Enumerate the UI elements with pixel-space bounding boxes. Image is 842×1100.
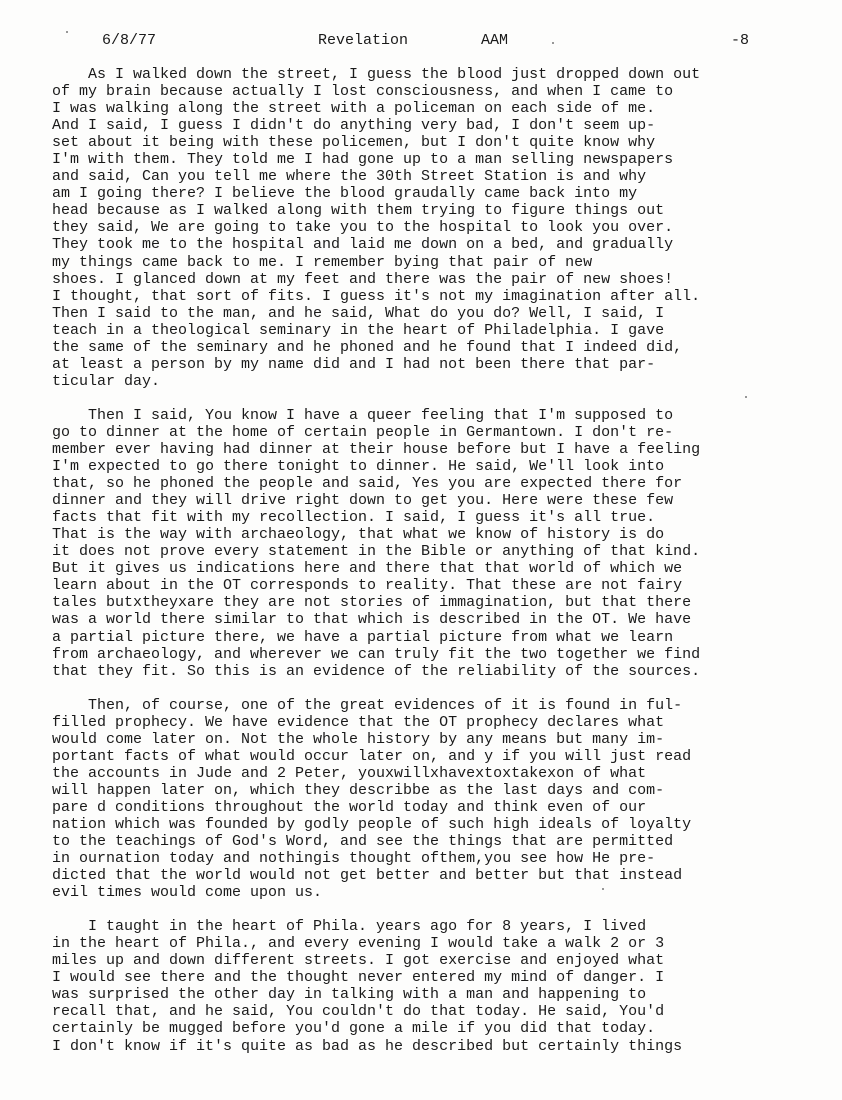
- text-line: to the teachings of God's Word, and see the things that are permitted: [52, 833, 674, 851]
- header-date: 6/8/77: [102, 32, 157, 49]
- text-line: would come later on. Not the whole history by any means but many im-: [52, 730, 665, 748]
- text-line: head because as I walked along with them trying to figure things out: [52, 202, 665, 220]
- paragraph: [52, 407, 800, 680]
- text-line: recall that, and he said, You couldn't do that today. He said, You'd: [52, 1003, 665, 1021]
- text-line: I'm with them. They told me I had gone up to a man selling newspapers: [52, 151, 674, 169]
- text-line: ticular day.: [52, 372, 161, 390]
- text-line: a partial picture there, we have a partial picture from what we learn: [52, 628, 674, 646]
- text-line: the same of the seminary and he phoned and he found that I indeed did,: [52, 338, 683, 356]
- text-line: in the heart of Phila., and every evening I would take a walk 2 or 3: [52, 935, 665, 953]
- text-line: shoes. I glanced down at my feet and there was the pair of new shoes!: [52, 270, 674, 288]
- text-line: facts that fit with my recollection. I said, I guess it's all true.: [52, 509, 656, 527]
- text-line: my things came back to me. I remember bying that pair of new: [52, 253, 593, 271]
- header-page-number: -8: [731, 32, 750, 49]
- document-body: [52, 66, 800, 1055]
- text-line: tales butxtheyxare they are not stories of immagination, but that there: [52, 594, 692, 612]
- text-line: That is the way with archaeology, that what we know of history is do: [52, 526, 665, 544]
- text-line: I thought, that sort of fits. I guess it's not my imagination after all.: [52, 287, 701, 305]
- paragraph: [52, 918, 800, 1054]
- text-line: They took me to the hospital and laid me down on a bed, and gradually: [52, 236, 674, 254]
- paragraph: [52, 66, 800, 390]
- text-line: Then I said, You know I have a queer feeling that I'm supposed to: [52, 406, 674, 424]
- text-line: learn about in the OT corresponds to reality. That these are not fairy: [52, 577, 683, 595]
- page-header: [0, 32, 842, 52]
- text-line: the accounts in Jude and 2 Peter, youxwillxhavextoxtakexon of what: [52, 764, 647, 782]
- text-line: And I said, I guess I didn't do anything very bad, I don't seem up-: [52, 117, 656, 135]
- text-line: As I walked down the street, I guess the blood just dropped down out: [52, 66, 701, 83]
- text-line: I taught in the heart of Phila. years ago for 8 years, I lived: [52, 918, 647, 936]
- text-line: pare d conditions throughout the world today and think even of our: [52, 798, 647, 816]
- text-line: will happen later on, which they describbe as the last days and com-: [52, 781, 665, 799]
- text-line: that, so he phoned the people and said, Yes you are expected there for: [52, 475, 683, 493]
- text-line: at least a person by my name did and I had not been there that par-: [52, 355, 656, 373]
- text-line: am I going there? I believe the blood graudally came back into my: [52, 185, 638, 203]
- text-line: and said, Can you tell me where the 30th Street Station is and why: [52, 168, 647, 186]
- scan-speck: [745, 396, 747, 398]
- text-line: in ournation today and nothingis thought ofthem,you see how He pre-: [52, 850, 656, 868]
- header-code: AAM: [481, 32, 509, 49]
- text-line: it does not prove every statement in the Bible or anything of that kind.: [52, 543, 701, 561]
- scan-speck: [602, 888, 604, 890]
- text-line: filled prophecy. We have evidence that the OT prophecy declares what: [52, 713, 665, 731]
- text-line: was a world there similar to that which is described in the OT. We have: [52, 611, 692, 629]
- text-line: certainly be mugged before you'd gone a mile if you did that today.: [52, 1020, 656, 1038]
- text-line: Then I said to the man, and he said, What do you do? Well, I said, I: [52, 304, 665, 322]
- text-line: of my brain because actually I lost consciousness, and when I came to: [52, 83, 674, 101]
- text-line: they said, We are going to take you to the hospital to look you over.: [52, 219, 674, 237]
- text-line: from archaeology, and wherever we can truly fit the two together we find: [52, 645, 701, 663]
- scan-speck: [552, 42, 554, 44]
- text-line: I was walking along the street with a policeman on each side of me.: [52, 100, 656, 118]
- text-line: that they fit. So this is an evidence of the reliability of the sources.: [52, 662, 701, 680]
- text-line: I don't know if it's quite as bad as he described but certainly things: [52, 1037, 683, 1055]
- text-line: member ever having had dinner at their house before but I have a feeling: [52, 440, 701, 458]
- text-line: portant facts of what would occur later on, and y if you will just read: [52, 747, 692, 765]
- header-title: Revelation: [318, 32, 409, 49]
- text-line: miles up and down different streets. I got exercise and enjoyed what: [52, 952, 665, 970]
- text-line: evil times would come upon us.: [52, 884, 323, 902]
- text-line: was surprised the other day in talking with a man and happening to: [52, 986, 647, 1004]
- text-line: teach in a theological seminary in the heart of Philadelphia. I gave: [52, 321, 665, 339]
- text-line: Then, of course, one of the great evidences of it is found in ful-: [52, 696, 683, 714]
- text-line: But it gives us indications here and there that that world of which we: [52, 560, 683, 578]
- text-line: I'm expected to go there tonight to dinner. He said, We'll look into: [52, 458, 665, 476]
- text-line: set about it being with these policemen, but I don't quite know why: [52, 134, 656, 152]
- text-line: I would see there and the thought never entered my mind of danger. I: [52, 969, 665, 987]
- text-line: dinner and they will drive right down to get you. Here were these few: [52, 492, 674, 510]
- text-line: go to dinner at the home of certain people in Germantown. I don't re-: [52, 423, 674, 441]
- text-line: dicted that the world would not get better and better but that instead: [52, 867, 683, 885]
- paragraph: [52, 697, 800, 902]
- text-line: nation which was founded by godly people of such high ideals of loyalty: [52, 815, 692, 833]
- scan-speck: [66, 31, 68, 33]
